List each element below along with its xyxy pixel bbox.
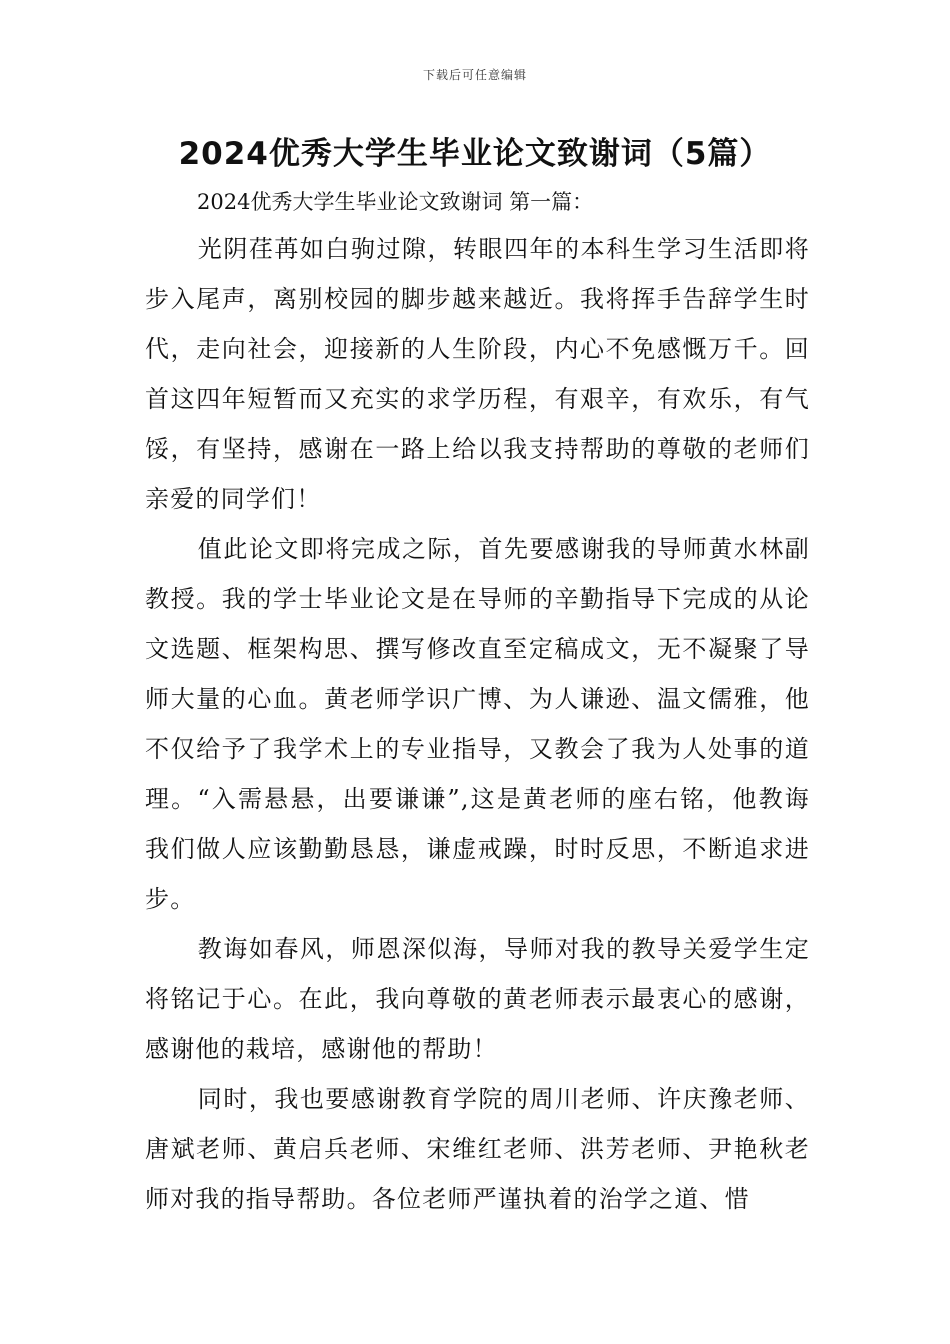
- paragraph: 同时，我也要感谢教育学院的周川老师、许庆豫老师、唐斌老师、黄启兵老师、宋维红老师、洪芳老师、尹艳秋老师对我的指导帮助。各位老师严谨执着的治学之道、惜: [145, 1085, 810, 1213]
- paragraph: 光阴荏苒如白驹过隙，转眼四年的本科生学习生活即将步入尾声，离别校园的脚步越来越近。我将挥手告辞学生时代，走向社会，迎接新的人生阶段，内心不免感慨万千。回首这四年短暂而又充实的求学历程，有艰辛，有欢乐，有气馁，有坚持，感谢在一路上给以我支持帮助的尊敬的老师们亲爱的同学们！: [145, 235, 810, 513]
- document-subtitle: 2024优秀大学生毕业论文致谢词 第一篇：: [197, 190, 594, 214]
- document-title: 2024优秀大学生毕业论文致谢词（5篇）: [178, 136, 772, 172]
- paragraph: 教诲如春风，师恩深似海，导师对我的教导关爱学生定将铭记于心。在此，我向尊敬的黄老师表示最衷心的感谢，感谢他的栽培，感谢他的帮助！: [145, 935, 810, 1063]
- document-body: [145, 224, 810, 1224]
- header-note: 下载后可任意编辑: [422, 68, 527, 82]
- paragraph: 值此论文即将完成之际，首先要感谢我的导师黄水林副教授。我的学士毕业论文是在导师的辛勤指导下完成的从论文选题、框架构思、撰写修改直至定稿成文，无不凝聚了导师大量的心血。黄老师学识广博、为人谦逊、温文儒雅，他不仅给予了我学术上的专业指导，又教会了我为人处事的道理。“入需悬悬，出要谦谦”,这是黄老师的座右铭，他教诲我们做人应该勤勤恳恳，谦虚戒躁，时时反思，不断追求进步。: [145, 535, 810, 913]
